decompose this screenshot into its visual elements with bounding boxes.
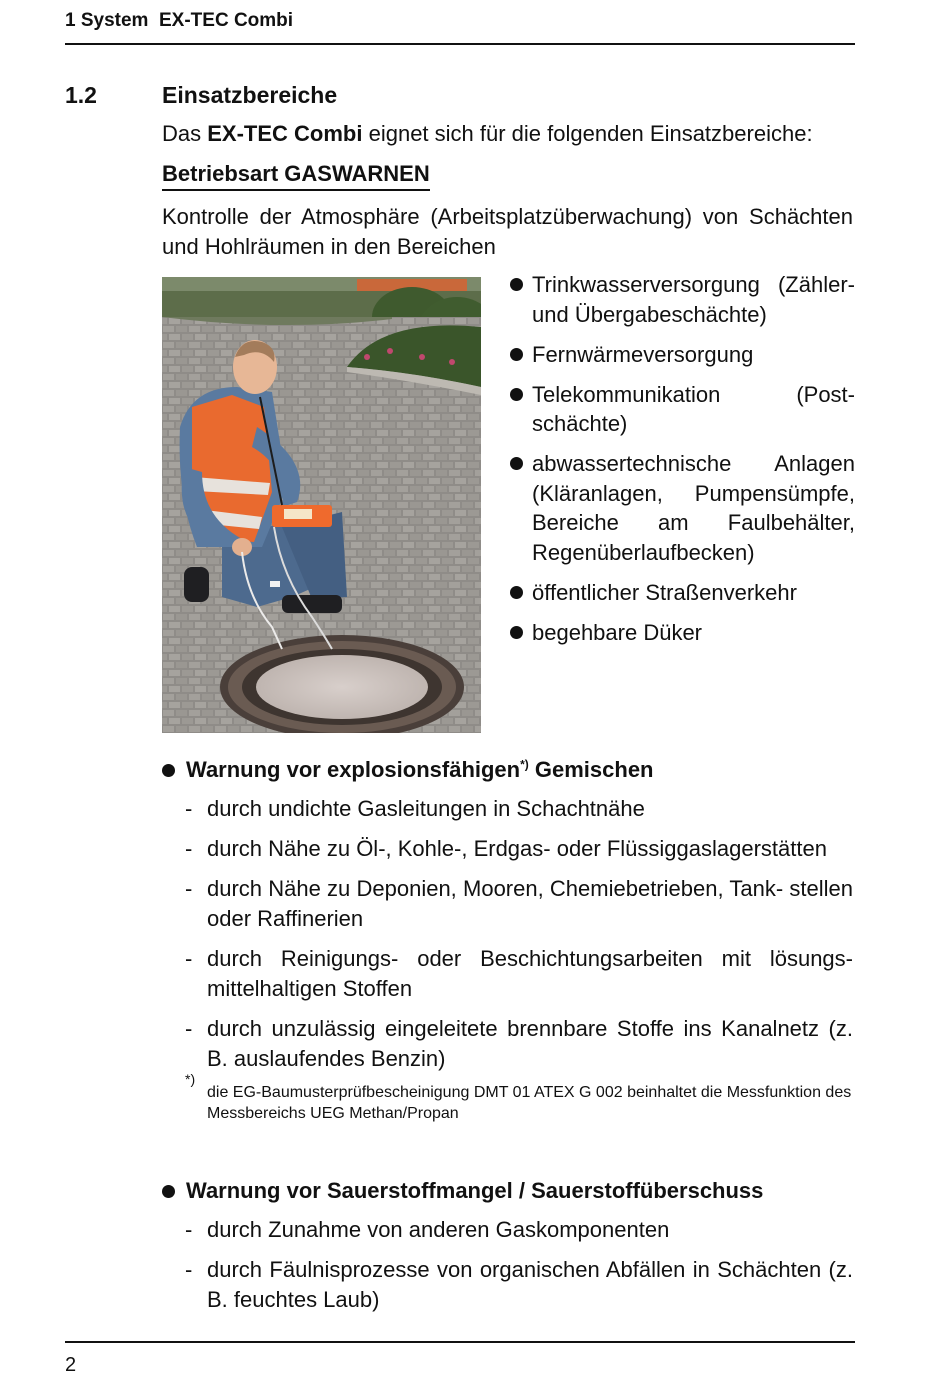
page-number: 2: [65, 1354, 77, 1376]
section-number: 1.2: [65, 82, 97, 108]
list-item: - durch Fäulnisprozesse von organischen Abfällen in Schächten (z. B. feuchtes Laub): [185, 1257, 853, 1312]
list-item: abwassertechnische Anlagen (Kläranlagen, Pumpensümpfe, Bereiche am Faulbehälter, Regenüberlaufbecken): [510, 449, 855, 567]
bullet-icon: [510, 457, 523, 470]
list-item: - durch unzulässig eingeleitete brennbare Stoffe ins Kanalnetz (z. B. auslaufendes Benzin): [185, 1016, 853, 1071]
section-title: Einsatzbereiche: [162, 82, 338, 108]
dash-icon: -: [185, 946, 193, 971]
mode-label: Betriebsart GASWARNEN: [162, 161, 430, 191]
list-item: Trinkwasserversorgung (Zähler- und Übergabeschächte): [510, 270, 855, 329]
intro-post: eignet sich für die folgenden Einsatzbereiche:: [362, 121, 813, 146]
list-item: öffentlicher Straßenverkehr: [510, 578, 855, 608]
footnote-ref: *): [520, 757, 529, 772]
list-item: - durch Nähe zu Deponien, Mooren, Chemiebetrieben, Tank- stellen oder Raffinerien: [185, 876, 853, 931]
dash-icon: -: [185, 876, 193, 901]
bullet-icon: [510, 626, 523, 639]
warning-oxygen-list: [185, 1215, 853, 1325]
dash-icon: -: [185, 1257, 193, 1282]
bullet-icon: [510, 586, 523, 599]
list-item: - durch Reinigungs- oder Beschichtungsarbeiten mit lösungs- mittelhaltigen Stoffen: [185, 946, 853, 1001]
list-item: begehbare Düker: [510, 618, 855, 648]
section-intro: [162, 121, 813, 147]
list-item: - durch Nähe zu Öl-, Kohle-, Erdgas- oder Flüssiggaslagerstätten: [185, 834, 853, 864]
product-name: EX-TEC Combi: [207, 121, 363, 146]
dash-icon: -: [185, 836, 193, 861]
list-item: Telekommunikation (Post- schächte): [510, 380, 855, 439]
list-item: Fernwärmeversorgung: [510, 340, 855, 370]
dash-icon: -: [185, 1016, 193, 1041]
footnote-text: die EG-Baumusterprüfbescheinigung DMT 01 ATEX G 002 beinhaltet die Messfunktion des Messbereichs UEG Methan/Propan: [207, 1084, 852, 1122]
dash-icon: -: [185, 796, 193, 821]
dash-icon: -: [185, 1217, 193, 1242]
warning-oxygen-heading: Warnung vor Sauerstoffmangel / Sauerstoffüberschuss: [162, 1178, 763, 1204]
header-title: 1 System EX-TEC Combi: [65, 10, 294, 31]
footer-rule: [65, 1341, 855, 1343]
bullet-icon: [510, 388, 523, 401]
bullet-icon: [510, 278, 523, 291]
list-item: - durch Zunahme von anderen Gaskomponenten: [185, 1215, 853, 1245]
mode-description: Kontrolle der Atmosphäre (Arbeitsplatzüberwachung) von Schächten und Hohlräumen in den Bereichen: [162, 204, 853, 259]
bullet-icon: [510, 348, 523, 361]
warning-explosive-list: [185, 794, 853, 1084]
footnote-marker: *): [185, 1071, 196, 1087]
photo-worker-at-manhole: [162, 277, 481, 733]
intro-pre: Das: [162, 121, 208, 146]
warning-explosive-heading: Warnung vor explosionsfähigen*) Gemischen: [162, 757, 654, 783]
bullet-icon: [162, 764, 175, 777]
bullet-icon: [162, 1185, 175, 1198]
header-rule: [65, 43, 855, 45]
list-item: - durch undichte Gasleitungen in Schachtnähe: [185, 794, 853, 824]
application-areas-list: [510, 270, 855, 658]
